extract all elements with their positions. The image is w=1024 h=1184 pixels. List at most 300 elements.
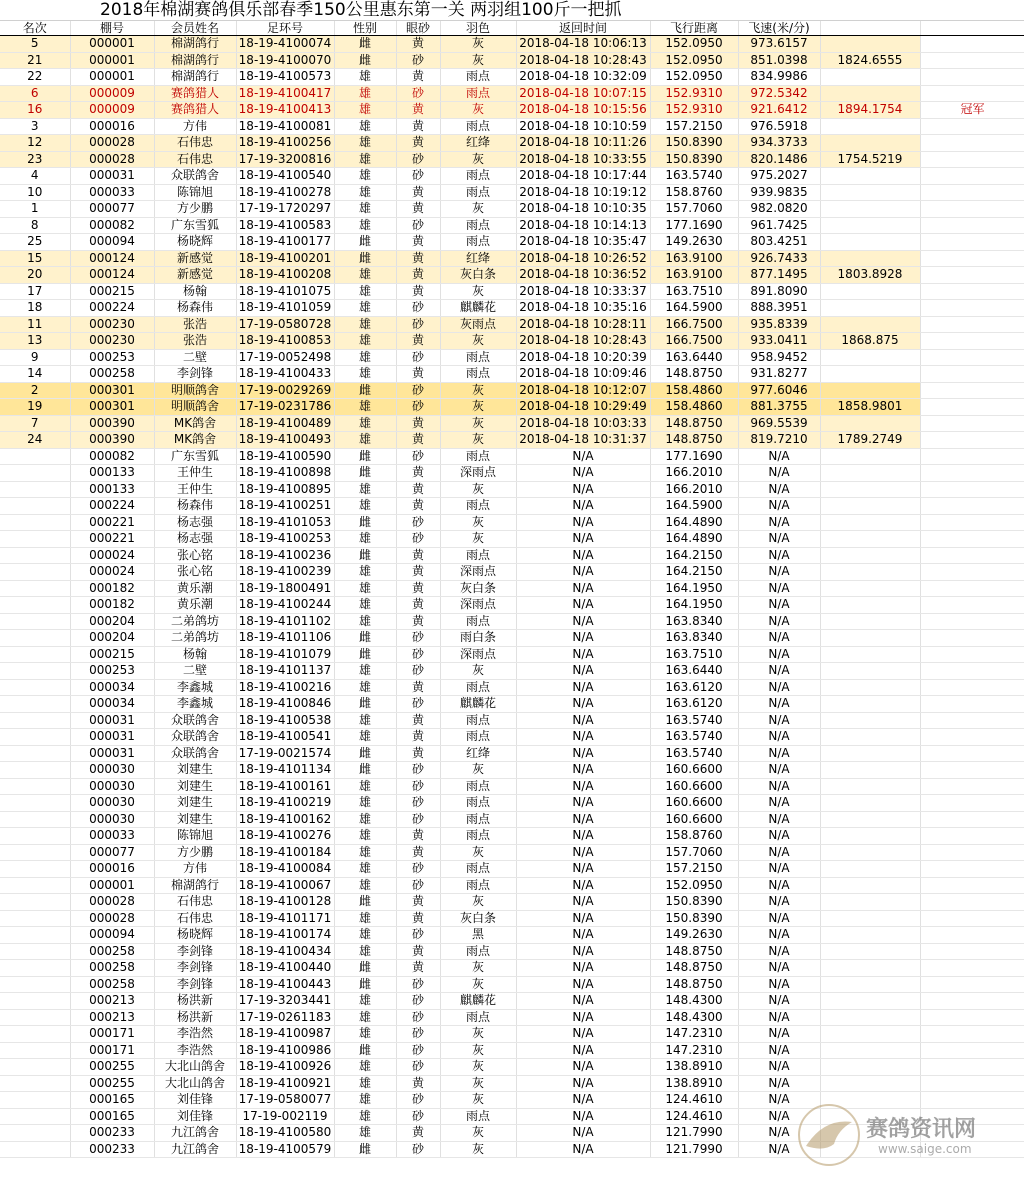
table-cell: 150.8390: [650, 894, 738, 911]
table-cell: 18-19-4100177: [236, 234, 334, 251]
table-cell: 砂: [396, 696, 440, 713]
table-cell: 972.5342: [738, 85, 820, 102]
table-cell: [920, 1009, 1024, 1026]
table-cell: [0, 795, 70, 812]
table-cell: 方伟: [154, 118, 236, 135]
table-cell: 851.0398: [738, 52, 820, 69]
table-cell: N/A: [738, 1141, 820, 1158]
table-cell: 000253: [70, 349, 154, 366]
table-cell: 砂: [396, 630, 440, 647]
header-cell: 飞速(米/分): [738, 21, 820, 36]
table-cell: 1803.8928: [820, 267, 920, 284]
table-cell: 雌: [334, 894, 396, 911]
table-cell: 刘佳锋: [154, 1092, 236, 1109]
table-cell: 新感觉: [154, 250, 236, 267]
table-cell: [820, 85, 920, 102]
table-cell: 000030: [70, 762, 154, 779]
table-cell: 000230: [70, 333, 154, 350]
table-cell: 灰: [440, 333, 516, 350]
table-cell: 2018-04-18 10:09:46: [516, 366, 650, 383]
table-cell: [0, 696, 70, 713]
table-cell: 雌: [334, 762, 396, 779]
table-cell: [920, 1026, 1024, 1043]
header-cell: 眼砂: [396, 21, 440, 36]
table-row: [0, 333, 1024, 350]
table-cell: 砂: [396, 349, 440, 366]
table-cell: N/A: [738, 1092, 820, 1109]
table-cell: [0, 514, 70, 531]
header-cell: 足环号: [236, 21, 334, 36]
table-cell: 000258: [70, 960, 154, 977]
table-cell: 黄: [396, 465, 440, 482]
table-cell: 121.7990: [650, 1141, 738, 1158]
table-cell: 18-19-4100580: [236, 1125, 334, 1142]
table-cell: 000030: [70, 778, 154, 795]
table-cell: [0, 828, 70, 845]
table-cell: 雨点: [440, 778, 516, 795]
table-cell: 砂: [396, 1042, 440, 1059]
table-cell: 广东雪狐: [154, 448, 236, 465]
table-cell: 18-19-4100074: [236, 36, 334, 53]
table-cell: 000077: [70, 844, 154, 861]
table-cell: [920, 547, 1024, 564]
table-cell: 王仲生: [154, 481, 236, 498]
table-cell: N/A: [738, 877, 820, 894]
table-cell: N/A: [738, 960, 820, 977]
table-cell: 973.6157: [738, 36, 820, 53]
table-cell: [920, 646, 1024, 663]
table-cell: 2018-04-18 10:10:35: [516, 201, 650, 218]
table-cell: 163.6120: [650, 696, 738, 713]
table-cell: 819.7210: [738, 432, 820, 449]
table-cell: 雄: [334, 811, 396, 828]
table-cell: N/A: [516, 960, 650, 977]
table-cell: 李剑锋: [154, 960, 236, 977]
table-cell: N/A: [516, 778, 650, 795]
table-cell: 2018-04-18 10:17:44: [516, 168, 650, 185]
table-cell: 深雨点: [440, 597, 516, 614]
table-cell: 2018-04-18 10:14:13: [516, 217, 650, 234]
table-cell: 147.2310: [650, 1026, 738, 1043]
table-cell: 明顺鸽舍: [154, 399, 236, 416]
table-cell: 000171: [70, 1026, 154, 1043]
table-cell: 红绛: [440, 135, 516, 152]
table-cell: 黑: [440, 927, 516, 944]
table-cell: 雄: [334, 102, 396, 119]
table-cell: 黄: [396, 366, 440, 383]
table-cell: [0, 580, 70, 597]
table-cell: 18-19-4100440: [236, 960, 334, 977]
table-cell: [0, 894, 70, 911]
table-cell: 二壁: [154, 349, 236, 366]
table-row: [0, 432, 1024, 449]
table-cell: [0, 630, 70, 647]
table-cell: 1858.9801: [820, 399, 920, 416]
table-cell: [920, 267, 1024, 284]
table-cell: 雄: [334, 1108, 396, 1125]
table-cell: [820, 828, 920, 845]
table-cell: 大北山鸽舍: [154, 1059, 236, 1076]
table-cell: [0, 1141, 70, 1158]
header-cell: 名次: [0, 21, 70, 36]
table-cell: 杨志强: [154, 531, 236, 548]
table-cell: 杨洪新: [154, 1009, 236, 1026]
table-cell: 891.8090: [738, 283, 820, 300]
table-cell: 砂: [396, 448, 440, 465]
table-row: [0, 877, 1024, 894]
table-cell: 灰: [440, 102, 516, 119]
table-cell: 赛鸽猎人: [154, 85, 236, 102]
table-cell: 150.8390: [650, 151, 738, 168]
table-cell: [820, 36, 920, 53]
table-cell: 939.9835: [738, 184, 820, 201]
table-cell: 砂: [396, 300, 440, 317]
table-row: [0, 217, 1024, 234]
table-cell: 雌: [334, 514, 396, 531]
table-cell: 18-19-4100070: [236, 52, 334, 69]
table-cell: N/A: [516, 795, 650, 812]
table-cell: 166.7500: [650, 316, 738, 333]
table-cell: [920, 432, 1024, 449]
table-cell: 148.4300: [650, 993, 738, 1010]
table-cell: [920, 465, 1024, 482]
table-row: [0, 151, 1024, 168]
table-cell: 18-19-4100216: [236, 679, 334, 696]
table-row: [0, 498, 1024, 515]
table-cell: [0, 927, 70, 944]
table-cell: 灰白条: [440, 910, 516, 927]
table-cell: [0, 762, 70, 779]
table-cell: [820, 1009, 920, 1026]
table-cell: 雄: [334, 498, 396, 515]
table-cell: [820, 201, 920, 218]
table-cell: 000028: [70, 910, 154, 927]
table-cell: 2018-04-18 10:06:13: [516, 36, 650, 53]
table-cell: 雌: [334, 960, 396, 977]
table-cell: 18-19-4100239: [236, 564, 334, 581]
table-cell: 6: [0, 85, 70, 102]
table-cell: 雌: [334, 234, 396, 251]
table-cell: 黄: [396, 135, 440, 152]
table-cell: 雄: [334, 415, 396, 432]
table-cell: [920, 399, 1024, 416]
table-cell: 1789.2749: [820, 432, 920, 449]
table-row: [0, 646, 1024, 663]
table-cell: 2018-04-18 10:31:37: [516, 432, 650, 449]
table-cell: 16: [0, 102, 70, 119]
table-cell: 1754.5219: [820, 151, 920, 168]
table-cell: 2018-04-18 10:33:37: [516, 283, 650, 300]
table-cell: N/A: [738, 597, 820, 614]
table-cell: 雨点: [440, 729, 516, 746]
table-cell: 177.1690: [650, 217, 738, 234]
table-row: [0, 960, 1024, 977]
table-cell: [0, 663, 70, 680]
table-cell: [820, 861, 920, 878]
table-cell: N/A: [738, 696, 820, 713]
table-cell: [0, 597, 70, 614]
table-cell: 000255: [70, 1075, 154, 1092]
table-cell: [820, 613, 920, 630]
table-cell: [920, 69, 1024, 86]
table-cell: 雌: [334, 1141, 396, 1158]
table-cell: [920, 993, 1024, 1010]
table-cell: 2018-04-18 10:10:59: [516, 118, 650, 135]
table-cell: 17-19-0261183: [236, 1009, 334, 1026]
table-row: [0, 481, 1024, 498]
table-cell: 961.7425: [738, 217, 820, 234]
table-cell: 灰: [440, 382, 516, 399]
table-cell: 000182: [70, 580, 154, 597]
table-cell: 砂: [396, 1059, 440, 1076]
table-cell: 13: [0, 333, 70, 350]
table-cell: N/A: [738, 1075, 820, 1092]
table-cell: 雄: [334, 564, 396, 581]
table-cell: 163.9100: [650, 250, 738, 267]
table-cell: [0, 481, 70, 498]
table-cell: 红绛: [440, 250, 516, 267]
table-cell: 18-19-4100895: [236, 481, 334, 498]
table-cell: 18-19-4100276: [236, 828, 334, 845]
table-cell: 灰: [440, 1026, 516, 1043]
table-row: [0, 52, 1024, 69]
table-cell: 2018-04-18 10:32:09: [516, 69, 650, 86]
table-cell: [920, 498, 1024, 515]
table-cell: 9: [0, 349, 70, 366]
table-cell: 17-19-0580728: [236, 316, 334, 333]
table-cell: 18-19-4100128: [236, 894, 334, 911]
table-row: [0, 844, 1024, 861]
table-cell: 雄: [334, 201, 396, 218]
table-cell: 黄: [396, 613, 440, 630]
table-cell: 灰: [440, 762, 516, 779]
table-cell: [0, 1075, 70, 1092]
table-row: [0, 597, 1024, 614]
table-cell: [820, 250, 920, 267]
table-row: [0, 316, 1024, 333]
table-cell: [0, 811, 70, 828]
table-cell: [820, 580, 920, 597]
table-cell: 雨点: [440, 184, 516, 201]
table-cell: N/A: [738, 828, 820, 845]
table-cell: [0, 1125, 70, 1142]
table-cell: N/A: [738, 844, 820, 861]
table-cell: 157.7060: [650, 201, 738, 218]
table-row: [0, 366, 1024, 383]
table-cell: 000213: [70, 1009, 154, 1026]
table-cell: 2018-04-18 10:07:15: [516, 85, 650, 102]
table-cell: 163.7510: [650, 646, 738, 663]
table-cell: N/A: [516, 1009, 650, 1026]
table-cell: 000033: [70, 184, 154, 201]
table-cell: 刘建生: [154, 762, 236, 779]
table-cell: 164.5900: [650, 498, 738, 515]
table-row: [0, 745, 1024, 762]
table-cell: N/A: [516, 745, 650, 762]
table-cell: 000001: [70, 877, 154, 894]
table-cell: 000133: [70, 481, 154, 498]
table-row: [0, 465, 1024, 482]
table-cell: [820, 184, 920, 201]
table-cell: 18-19-4100987: [236, 1026, 334, 1043]
table-cell: 803.4251: [738, 234, 820, 251]
table-cell: [920, 250, 1024, 267]
table-cell: 18-19-4100251: [236, 498, 334, 515]
table-cell: 黄: [396, 69, 440, 86]
table-cell: [820, 498, 920, 515]
table-cell: 雨点: [440, 877, 516, 894]
table-cell: 18-19-4100067: [236, 877, 334, 894]
table-cell: 18-19-4100898: [236, 465, 334, 482]
table-cell: 18-19-4100417: [236, 85, 334, 102]
table-cell: [0, 679, 70, 696]
table-cell: 000028: [70, 135, 154, 152]
table-cell: [920, 927, 1024, 944]
table-cell: 石伟忠: [154, 910, 236, 927]
table-cell: 雨点: [440, 85, 516, 102]
table-cell: [820, 217, 920, 234]
table-cell: 雄: [334, 877, 396, 894]
table-cell: 灰: [440, 52, 516, 69]
table-row: [0, 300, 1024, 317]
table-cell: 18-19-4100162: [236, 811, 334, 828]
table-cell: [920, 811, 1024, 828]
table-cell: 18-19-4100174: [236, 927, 334, 944]
table-cell: [0, 745, 70, 762]
table-cell: 黄: [396, 729, 440, 746]
table-cell: 14: [0, 366, 70, 383]
table-cell: 935.8339: [738, 316, 820, 333]
table-cell: 150.8390: [650, 910, 738, 927]
table-cell: 2018-04-18 10:36:52: [516, 267, 650, 284]
table-cell: 雄: [334, 184, 396, 201]
table-cell: 17-19-3203441: [236, 993, 334, 1010]
table-cell: 雌: [334, 382, 396, 399]
table-cell: 931.8277: [738, 366, 820, 383]
table-cell: 921.6412: [738, 102, 820, 119]
table-cell: 18-19-4100590: [236, 448, 334, 465]
table-cell: [0, 613, 70, 630]
table-cell: 雄: [334, 85, 396, 102]
table-row: [0, 679, 1024, 696]
table-cell: 163.6120: [650, 679, 738, 696]
table-cell: 灰: [440, 844, 516, 861]
table-cell: 18-19-4100434: [236, 943, 334, 960]
table-cell: 976.5918: [738, 118, 820, 135]
table-cell: N/A: [738, 580, 820, 597]
table-cell: [820, 531, 920, 548]
table-cell: 雄: [334, 118, 396, 135]
table-row: [0, 564, 1024, 581]
table-cell: 2018-04-18 10:11:26: [516, 135, 650, 152]
table-cell: [0, 1092, 70, 1109]
table-cell: [820, 1042, 920, 1059]
table-cell: 二弟鸽坊: [154, 630, 236, 647]
table-cell: 方少鹏: [154, 201, 236, 218]
table-cell: 000030: [70, 811, 154, 828]
table-cell: 雄: [334, 151, 396, 168]
table-cell: 黄: [396, 547, 440, 564]
table-cell: 160.6600: [650, 811, 738, 828]
table-cell: 九江鸽舍: [154, 1125, 236, 1142]
table-cell: 雨点: [440, 795, 516, 812]
table-cell: 石伟忠: [154, 135, 236, 152]
table-cell: [920, 151, 1024, 168]
table-cell: 灰: [440, 283, 516, 300]
table-row: [0, 696, 1024, 713]
table-cell: [820, 993, 920, 1010]
table-cell: 雨点: [440, 234, 516, 251]
table-row: [0, 267, 1024, 284]
table-cell: 雌: [334, 646, 396, 663]
table-cell: 000204: [70, 630, 154, 647]
table-cell: N/A: [738, 811, 820, 828]
table-cell: 刘建生: [154, 795, 236, 812]
table-cell: N/A: [516, 828, 650, 845]
table-cell: 000124: [70, 250, 154, 267]
table-cell: [920, 910, 1024, 927]
table-cell: 刘建生: [154, 811, 236, 828]
table-cell: 李鑫城: [154, 696, 236, 713]
table-cell: 砂: [396, 531, 440, 548]
table-cell: N/A: [738, 514, 820, 531]
table-cell: 众联鸽舍: [154, 729, 236, 746]
table-cell: 18-19-4100184: [236, 844, 334, 861]
table-cell: 砂: [396, 1108, 440, 1125]
table-cell: [0, 910, 70, 927]
table-cell: 23: [0, 151, 70, 168]
table-cell: 18-19-4100538: [236, 712, 334, 729]
table-cell: 雨点: [440, 1009, 516, 1026]
table-cell: 163.6440: [650, 663, 738, 680]
table-cell: 灰雨点: [440, 316, 516, 333]
table-cell: 雨点: [440, 118, 516, 135]
table-cell: [920, 283, 1024, 300]
table-cell: 张心铭: [154, 547, 236, 564]
table-cell: 000077: [70, 201, 154, 218]
table-cell: 雨点: [440, 69, 516, 86]
table-cell: 149.2630: [650, 927, 738, 944]
table-cell: 灰: [440, 1092, 516, 1109]
table-cell: 新感觉: [154, 267, 236, 284]
table-cell: N/A: [516, 531, 650, 548]
table-cell: 雄: [334, 712, 396, 729]
table-cell: [920, 580, 1024, 597]
table-cell: 砂: [396, 514, 440, 531]
table-cell: 黄: [396, 283, 440, 300]
table-cell: N/A: [516, 1108, 650, 1125]
table-cell: 4: [0, 168, 70, 185]
table-cell: [820, 778, 920, 795]
table-cell: 18-19-4100256: [236, 135, 334, 152]
table-cell: 王仲生: [154, 465, 236, 482]
table-cell: N/A: [516, 613, 650, 630]
table-cell: N/A: [516, 514, 650, 531]
table-cell: 000301: [70, 382, 154, 399]
header-cell: [920, 21, 1024, 36]
table-cell: N/A: [516, 993, 650, 1010]
table-cell: [0, 448, 70, 465]
table-row: [0, 349, 1024, 366]
table-cell: 雨点: [440, 679, 516, 696]
table-row: [0, 250, 1024, 267]
table-cell: N/A: [516, 811, 650, 828]
table-cell: 砂: [396, 646, 440, 663]
table-cell: 18-19-4100161: [236, 778, 334, 795]
table-cell: 灰: [440, 894, 516, 911]
table-cell: 820.1486: [738, 151, 820, 168]
table-cell: 17-19-3200816: [236, 151, 334, 168]
